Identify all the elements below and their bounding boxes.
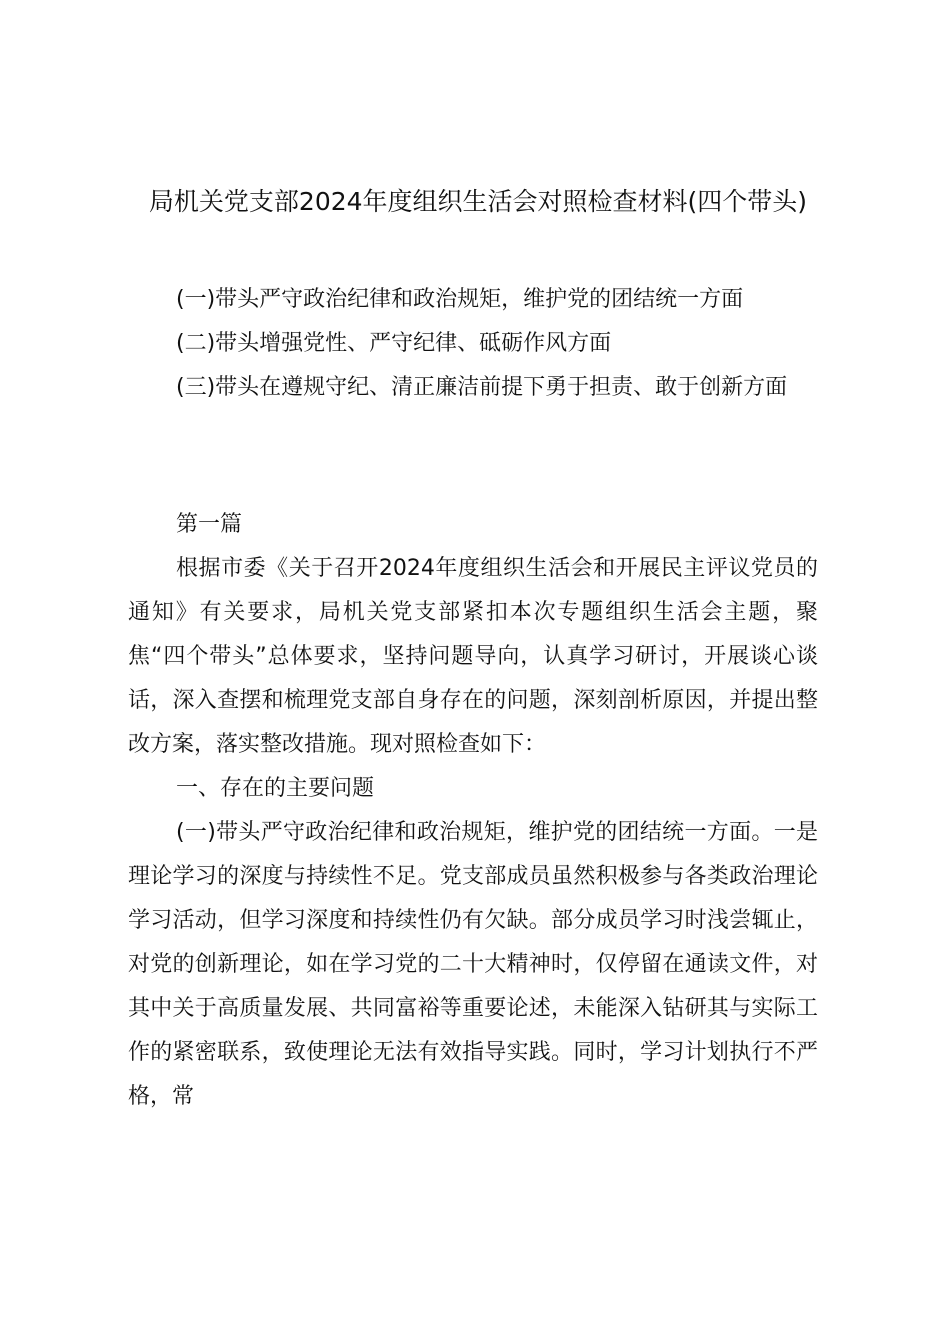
- toc-item-1: (一)带头严守政治纪律和政治规矩，维护党的团结统一方面: [176, 287, 744, 312]
- section-label: 第一篇: [176, 512, 243, 537]
- intro-paragraph: 根据市委《关于召开2024年度组织生活会和开展民主评议党员的通知》有关要求，局机关党支部紧扣本次专题组织生活会主题，聚焦“四个带头”总体要求，坚持问题导向，认真学习研讨，开展谈心谈话，深入查摆和梳理党支部自身存在的问题，深刻剖析原因，并提出整改方案，落实整改措施。现对照检查如下：: [128, 556, 818, 757]
- document-body: [128, 503, 818, 1119]
- table-of-contents: [128, 278, 818, 410]
- toc-item-3: (三)带头在遵规守纪、清正廉洁前提下勇于担责、敢于创新方面: [176, 375, 788, 400]
- toc-item-2: (二)带头增强党性、严守纪律、砥砺作风方面: [176, 331, 612, 356]
- document-title: 局机关党支部2024年度组织生活会对照检查材料(四个带头): [148, 187, 808, 216]
- body-paragraph: (一)带头严守政治纪律和政治规矩，维护党的团结统一方面。一是理论学习的深度与持续性不足。党支部成员虽然积极参与各类政治理论学习活动，但学习深度和持续性仍有欠缺。部分成员学习时浅尝辄止，对党的创新理论，如在学习党的二十大精神时，仅停留在通读文件，对其中关于高质量发展、共同富裕等重要论述，未能深入钻研其与实际工作的紧密联系，致使理论无法有效指导实践。同时，学习计划执行不严格，常: [128, 820, 818, 1109]
- section-heading: 一、存在的主要问题: [176, 776, 375, 801]
